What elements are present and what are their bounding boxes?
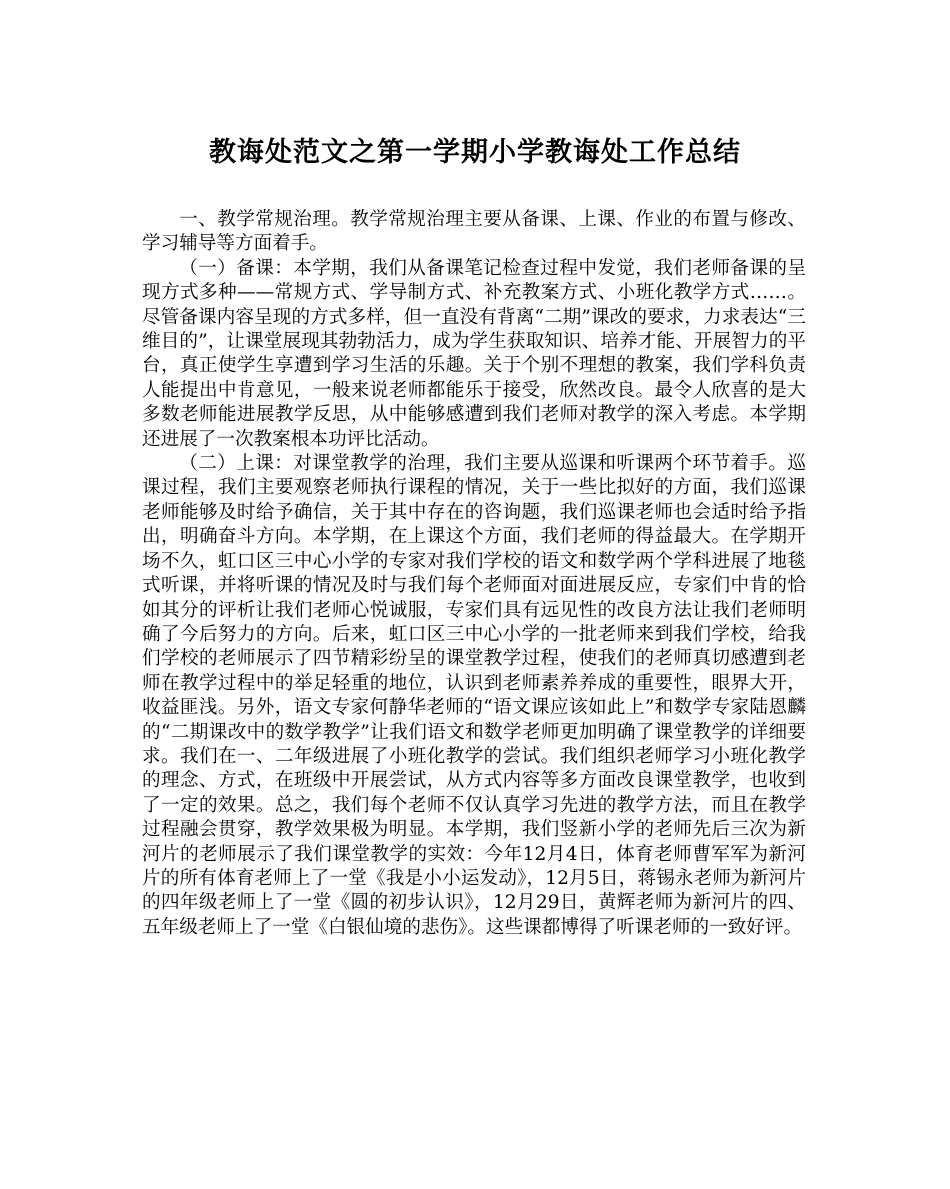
paragraph-teaching-routine: 一、教学常规治理。教学常规治理主要从备课、上课、作业的布置与修改、学习辅导等方面着手。 (142, 209, 806, 255)
paragraph-lesson-preparation: （一）备课：本学期，我们从备课笔记检查过程中发觉，我们老师备课的呈现方式多种——常规方式、学导制方式、补充教案方式、小班化教学方式……。尽管备课内容呈现的方式多样，但一直没有背离“二期”课改的要求，力求表达“三维目的”，让课堂展现其勃勃活力，成为学生获取知识、培养才能、开展智力的平台，真正使学生享遭到学习生活的乐趣。关于个别不理想的教案，我们学科负责人能提出中肯意见，一般来说老师都能乐于接受，欣然改良。最令人欣喜的是大多数老师能进展教学反思，从中能够感遭到我们老师对教学的深入考虑。本学期还进展了一次教案根本功评比活动。 (142, 257, 806, 450)
document-title: 教诲处范文之第一学期小学教诲处工作总结 (209, 137, 741, 168)
paragraph-classroom-teaching: （二）上课：对课堂教学的治理，我们主要从巡课和听课两个环节着手。巡课过程，我们主要观察老师执行课程的情况，关于一些比拟好的方面，我们巡课老师能够及时给予确信，关于其中存在的咨询题，我们巡课老师也会适时给予指出，明确奋斗方向。本学期，在上课这个方面，我们老师的得益最大。在学期开场不久，虹口区三中心小学的专家对我们学校的语文和数学两个学科进展了地毯式听课，并将听课的情况及时与我们每个老师面对面进展反应，专家们中肯的恰如其分的评析让我们老师心悦诚服，专家们具有远见性的改良方法让我们老师明确了今后努力的方向。后来，虹口区三中心小学的一批老师来到我们学校，给我们学校的老师展示了四节精彩纷呈的课堂教学过程，使我们的老师真切感遭到老师在教学过程中的举足轻重的地位，认识到老师素养养成的重要性，眼界大开，收益匪浅。另外，语文专家何静华老师的“语文课应该如此上”和数学专家陆恩麟的“二期课改中的数学教学”让我们语文和数学老师更加明确了课堂教学的详细要求。我们在一、二年级进展了小班化教学的尝试。我们组织老师学习小班化教学的理念、方式，在班级中开展尝试，从方式内容等多方面改良课堂教学，也收到了一定的效果。总之，我们每个老师不仅认真学习先进的教学方法，而且在教学过程融会贯穿，教学效果极为明显。本学期，我们竖新小学的老师先后三次为新河片的老师展示了我们课堂教学的实效：今年12月4日，体育老师曹军军为新河片的所有体育老师上了一堂《我是小小运发动》，12月5日，蒋锡永老师为新河片的四年级老师上了一堂《圆的初步认识》，12月29日，黄辉老师为新河片的四、五年级老师上了一堂《白银仙境的悲伤》。这些课都博得了听课老师的一致好评。 (142, 453, 806, 938)
document-body (142, 208, 806, 940)
